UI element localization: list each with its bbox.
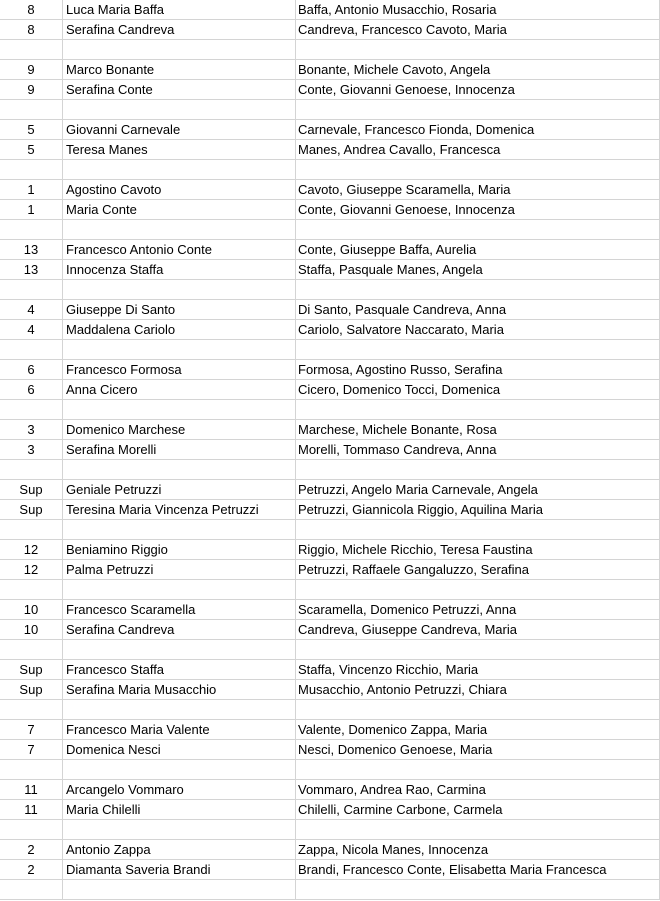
name-cell[interactable]: Giuseppe Di Santo xyxy=(63,300,296,320)
parents-cell[interactable] xyxy=(296,220,660,240)
number-cell[interactable]: 7 xyxy=(0,740,63,760)
parents-cell[interactable] xyxy=(296,880,660,900)
name-cell[interactable]: Serafina Candreva xyxy=(63,620,296,640)
name-cell[interactable] xyxy=(63,760,296,780)
parents-cell[interactable]: Di Santo, Pasquale Candreva, Anna xyxy=(296,300,660,320)
parents-cell[interactable] xyxy=(296,520,660,540)
parents-cell[interactable] xyxy=(296,280,660,300)
parents-cell[interactable]: Cicero, Domenico Tocci, Domenica xyxy=(296,380,660,400)
table-row xyxy=(0,860,660,880)
number-cell[interactable]: 8 xyxy=(0,20,63,40)
table-row xyxy=(0,60,660,80)
name-cell[interactable]: Maria Conte xyxy=(63,200,296,220)
name-cell[interactable]: Antonio Zappa xyxy=(63,840,296,860)
name-cell[interactable]: Teresa Manes xyxy=(63,140,296,160)
name-cell[interactable] xyxy=(63,280,296,300)
table-row xyxy=(0,580,660,600)
number-cell[interactable] xyxy=(0,100,63,120)
number-cell[interactable]: 3 xyxy=(0,440,63,460)
number-cell[interactable] xyxy=(0,760,63,780)
table-row xyxy=(0,780,660,800)
number-cell[interactable]: 2 xyxy=(0,860,63,880)
name-cell[interactable]: Francesco Scaramella xyxy=(63,600,296,620)
number-cell[interactable]: 8 xyxy=(0,0,63,20)
number-cell[interactable] xyxy=(0,820,63,840)
number-cell[interactable]: 6 xyxy=(0,360,63,380)
table-row xyxy=(0,740,660,760)
number-cell[interactable]: 11 xyxy=(0,800,63,820)
parents-cell[interactable]: Valente, Domenico Zappa, Maria xyxy=(296,720,660,740)
table-row xyxy=(0,40,660,60)
table-row xyxy=(0,140,660,160)
parents-cell[interactable]: Conte, Giuseppe Baffa, Aurelia xyxy=(296,240,660,260)
name-cell[interactable]: Serafina Morelli xyxy=(63,440,296,460)
table-row xyxy=(0,160,660,180)
parents-cell[interactable]: Candreva, Giuseppe Candreva, Maria xyxy=(296,620,660,640)
name-cell[interactable]: Geniale Petruzzi xyxy=(63,480,296,500)
name-cell[interactable]: Diamanta Saveria Brandi xyxy=(63,860,296,880)
parents-cell[interactable]: Carnevale, Francesco Fionda, Domenica xyxy=(296,120,660,140)
name-cell[interactable]: Anna Cicero xyxy=(63,380,296,400)
table-row xyxy=(0,200,660,220)
table-row xyxy=(0,660,660,680)
table-row xyxy=(0,820,660,840)
number-cell[interactable]: 3 xyxy=(0,420,63,440)
name-cell[interactable] xyxy=(63,220,296,240)
table-row xyxy=(0,80,660,100)
name-cell[interactable] xyxy=(63,520,296,540)
name-cell[interactable]: Teresina Maria Vincenza Petruzzi xyxy=(63,500,296,520)
name-cell[interactable]: Francesco Maria Valente xyxy=(63,720,296,740)
number-cell[interactable]: 5 xyxy=(0,140,63,160)
table-row xyxy=(0,240,660,260)
number-cell[interactable]: 13 xyxy=(0,260,63,280)
parents-cell[interactable] xyxy=(296,700,660,720)
number-cell[interactable] xyxy=(0,580,63,600)
parents-cell[interactable] xyxy=(296,400,660,420)
name-cell[interactable]: Innocenza Staffa xyxy=(63,260,296,280)
name-cell[interactable]: Serafina Candreva xyxy=(63,20,296,40)
number-cell[interactable]: 12 xyxy=(0,540,63,560)
parents-cell[interactable]: Petruzzi, Angelo Maria Carnevale, Angela xyxy=(296,480,660,500)
number-cell[interactable]: 11 xyxy=(0,780,63,800)
name-cell[interactable]: Domenico Marchese xyxy=(63,420,296,440)
table-row xyxy=(0,320,660,340)
table-row xyxy=(0,420,660,440)
parents-cell[interactable]: Brandi, Francesco Conte, Elisabetta Maria Francesca xyxy=(296,860,660,880)
number-cell[interactable]: 9 xyxy=(0,60,63,80)
table-row xyxy=(0,540,660,560)
parents-cell[interactable]: Riggio, Michele Ricchio, Teresa Faustina xyxy=(296,540,660,560)
parents-cell[interactable]: Candreva, Francesco Cavoto, Maria xyxy=(296,20,660,40)
parents-cell[interactable]: Petruzzi, Giannicola Riggio, Aquilina Maria xyxy=(296,500,660,520)
table-row xyxy=(0,520,660,540)
table-row xyxy=(0,260,660,280)
name-cell[interactable]: Domenica Nesci xyxy=(63,740,296,760)
table-row xyxy=(0,600,660,620)
table-row xyxy=(0,760,660,780)
number-cell[interactable] xyxy=(0,160,63,180)
table-row xyxy=(0,720,660,740)
number-cell[interactable]: 10 xyxy=(0,620,63,640)
name-cell[interactable] xyxy=(63,580,296,600)
number-cell[interactable]: Sup xyxy=(0,500,63,520)
parents-cell[interactable]: Scaramella, Domenico Petruzzi, Anna xyxy=(296,600,660,620)
parents-cell[interactable]: Staffa, Pasquale Manes, Angela xyxy=(296,260,660,280)
number-cell[interactable]: 1 xyxy=(0,180,63,200)
table-row xyxy=(0,640,660,660)
number-cell[interactable]: 10 xyxy=(0,600,63,620)
table-row xyxy=(0,440,660,460)
table-row xyxy=(0,100,660,120)
name-cell[interactable]: Giovanni Carnevale xyxy=(63,120,296,140)
name-cell[interactable]: Palma Petruzzi xyxy=(63,560,296,580)
number-cell[interactable]: Sup xyxy=(0,660,63,680)
number-cell[interactable] xyxy=(0,280,63,300)
parents-cell[interactable]: Nesci, Domenico Genoese, Maria xyxy=(296,740,660,760)
parents-cell[interactable]: Formosa, Agostino Russo, Serafina xyxy=(296,360,660,380)
number-cell[interactable]: 9 xyxy=(0,80,63,100)
number-cell[interactable]: 12 xyxy=(0,560,63,580)
parents-cell[interactable] xyxy=(296,340,660,360)
table-row xyxy=(0,700,660,720)
number-cell[interactable]: 4 xyxy=(0,320,63,340)
name-cell[interactable]: Beniamino Riggio xyxy=(63,540,296,560)
number-cell[interactable]: 13 xyxy=(0,240,63,260)
name-cell[interactable]: Luca Maria Baffa xyxy=(63,0,296,20)
name-cell[interactable] xyxy=(63,160,296,180)
parents-cell[interactable]: Petruzzi, Raffaele Gangaluzzo, Serafina xyxy=(296,560,660,580)
name-cell[interactable]: Francesco Staffa xyxy=(63,660,296,680)
number-cell[interactable] xyxy=(0,640,63,660)
parents-cell[interactable]: Morelli, Tommaso Candreva, Anna xyxy=(296,440,660,460)
number-cell[interactable] xyxy=(0,520,63,540)
number-cell[interactable] xyxy=(0,880,63,900)
parents-cell[interactable]: Chilelli, Carmine Carbone, Carmela xyxy=(296,800,660,820)
parents-cell[interactable]: Zappa, Nicola Manes, Innocenza xyxy=(296,840,660,860)
table-row xyxy=(0,0,660,20)
name-cell[interactable] xyxy=(63,700,296,720)
table-row xyxy=(0,220,660,240)
parents-cell[interactable]: Cariolo, Salvatore Naccarato, Maria xyxy=(296,320,660,340)
parents-cell[interactable]: Vommaro, Andrea Rao, Carmina xyxy=(296,780,660,800)
number-cell[interactable] xyxy=(0,220,63,240)
number-cell[interactable]: Sup xyxy=(0,680,63,700)
table-row xyxy=(0,460,660,480)
number-cell[interactable]: Sup xyxy=(0,480,63,500)
table-row xyxy=(0,340,660,360)
name-cell[interactable]: Francesco Formosa xyxy=(63,360,296,380)
parents-cell[interactable]: Staffa, Vincenzo Ricchio, Maria xyxy=(296,660,660,680)
table-row xyxy=(0,20,660,40)
parents-cell[interactable] xyxy=(296,460,660,480)
parents-cell[interactable] xyxy=(296,580,660,600)
number-cell[interactable]: 4 xyxy=(0,300,63,320)
number-cell[interactable]: 5 xyxy=(0,120,63,140)
name-cell[interactable]: Marco Bonante xyxy=(63,60,296,80)
name-cell[interactable]: Maria Chilelli xyxy=(63,800,296,820)
parents-cell[interactable] xyxy=(296,760,660,780)
parents-cell[interactable]: Musacchio, Antonio Petruzzi, Chiara xyxy=(296,680,660,700)
table-row xyxy=(0,800,660,820)
parents-cell[interactable] xyxy=(296,100,660,120)
parents-cell[interactable]: Bonante, Michele Cavoto, Angela xyxy=(296,60,660,80)
name-cell[interactable]: Serafina Maria Musacchio xyxy=(63,680,296,700)
number-cell[interactable] xyxy=(0,460,63,480)
parents-cell[interactable] xyxy=(296,640,660,660)
name-cell[interactable] xyxy=(63,400,296,420)
name-cell[interactable]: Arcangelo Vommaro xyxy=(63,780,296,800)
parents-cell[interactable]: Cavoto, Giuseppe Scaramella, Maria xyxy=(296,180,660,200)
number-cell[interactable] xyxy=(0,40,63,60)
number-cell[interactable] xyxy=(0,340,63,360)
table-row xyxy=(0,880,660,900)
number-cell[interactable] xyxy=(0,700,63,720)
table-row xyxy=(0,560,660,580)
table-row xyxy=(0,620,660,640)
table-row xyxy=(0,480,660,500)
parents-cell[interactable]: Manes, Andrea Cavallo, Francesca xyxy=(296,140,660,160)
name-cell[interactable]: Agostino Cavoto xyxy=(63,180,296,200)
name-cell[interactable] xyxy=(63,640,296,660)
table-row xyxy=(0,500,660,520)
parents-cell[interactable]: Conte, Giovanni Genoese, Innocenza xyxy=(296,80,660,100)
number-cell[interactable]: 2 xyxy=(0,840,63,860)
number-cell[interactable] xyxy=(0,400,63,420)
parents-cell[interactable]: Conte, Giovanni Genoese, Innocenza xyxy=(296,200,660,220)
table-row xyxy=(0,280,660,300)
name-cell[interactable] xyxy=(63,880,296,900)
table-row xyxy=(0,360,660,380)
number-cell[interactable]: 6 xyxy=(0,380,63,400)
name-cell[interactable] xyxy=(63,100,296,120)
name-cell[interactable]: Francesco Antonio Conte xyxy=(63,240,296,260)
table-row xyxy=(0,120,660,140)
name-cell[interactable] xyxy=(63,820,296,840)
name-cell[interactable] xyxy=(63,460,296,480)
table-row xyxy=(0,840,660,860)
table-row xyxy=(0,400,660,420)
parents-cell[interactable]: Marchese, Michele Bonante, Rosa xyxy=(296,420,660,440)
table-row xyxy=(0,380,660,400)
parents-cell[interactable]: Baffa, Antonio Musacchio, Rosaria xyxy=(296,0,660,20)
parents-cell[interactable] xyxy=(296,160,660,180)
number-cell[interactable]: 1 xyxy=(0,200,63,220)
name-cell[interactable]: Serafina Conte xyxy=(63,80,296,100)
table-row xyxy=(0,300,660,320)
name-cell[interactable]: Maddalena Cariolo xyxy=(63,320,296,340)
table-row xyxy=(0,680,660,700)
parents-cell[interactable] xyxy=(296,40,660,60)
name-cell[interactable] xyxy=(63,340,296,360)
parents-cell[interactable] xyxy=(296,820,660,840)
name-cell[interactable] xyxy=(63,40,296,60)
number-cell[interactable]: 7 xyxy=(0,720,63,740)
table-row xyxy=(0,180,660,200)
